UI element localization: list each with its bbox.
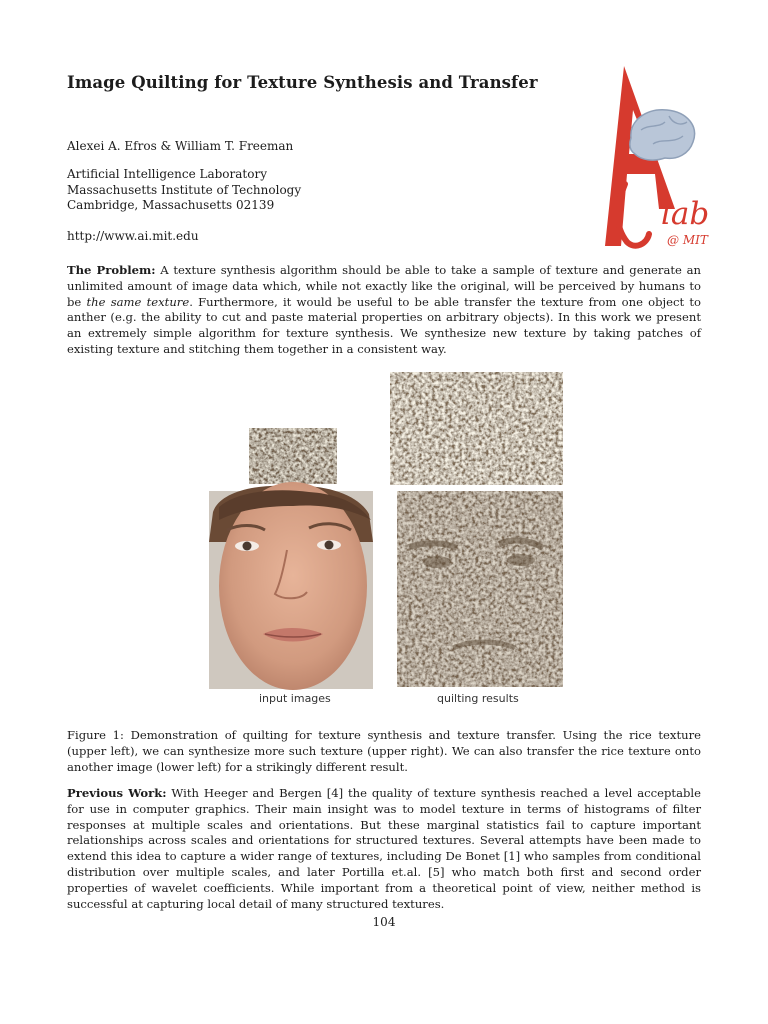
rice-texture-synthesized [390, 372, 563, 485]
face-photo [209, 482, 373, 690]
problem-emphasis: the same texture [86, 294, 190, 309]
problem-text-2: . Furthermore, it would be useful to be able transfer the texture from one object to anther (e.g. the ability to cut and paste material properties on arbitrary objects). In this work we present an extremely simple algorithm for texture synthesis. We synthesize new texture by taking patches of existing texture and stitching them together in a consistent way. [67, 294, 701, 356]
logo-lab-text: lab [661, 196, 710, 232]
problem-heading: The Problem: [67, 263, 156, 277]
logo-mit-text: @ MIT [667, 233, 708, 247]
quilting-results-label: quilting results [437, 692, 519, 705]
rice-texture-sample [249, 428, 337, 484]
affiliation [67, 167, 301, 214]
figure-caption: Figure 1: Demonstration of quilting for texture synthesis and texture transfer. Using the rice texture (upper left), we can synthesize more such texture (upper right). We can also transfer the rice texture onto another image (lower left) for a strikingly different result. [67, 728, 701, 774]
previous-work-paragraph [67, 786, 701, 912]
figure-1 [209, 372, 565, 708]
paper-title: Image Quilting for Texture Synthesis and Transfer [67, 73, 538, 92]
input-images-label: input images [259, 692, 331, 705]
page-number: 104 [372, 915, 396, 929]
previous-text: With Heeger and Bergen [4] the quality of texture synthesis reached a level acceptable for use in computer graphics. Their main insight was to model texture in terms of histograms of filter responses at multiple scales and orientations. But these marginal statistics fail to capture important relationships across scales and orientations for structured textures. Several attempts have been made to extend this idea to capture a wider range of textures, including De Bonet [1] who samples from conditional distribution over multiple scales, and later Portilla et.al. [5] who match both first and second order properties of wavelet coefficients. While important from a theoretical point of view, neither method is successful at capturing local detail of many structured textures. [67, 786, 701, 911]
lab-url: http://www.ai.mit.edu [67, 229, 199, 243]
ai-lab-logo-icon [595, 64, 715, 254]
previous-heading: Previous Work: [67, 786, 167, 800]
affiliation-line: Massachusetts Institute of Technology [67, 182, 302, 197]
affiliation-line: Cambridge, Massachusetts 02139 [67, 198, 275, 212]
problem-text-1: A texture synthesis algorithm should be able to take a sample of texture and generate an unlimited amount of image data which, while not exactly like the original, will be perceived by humans to be [67, 263, 701, 309]
affiliation-line: Artificial Intelligence Laboratory [67, 167, 267, 181]
rice-transfer-face [397, 491, 563, 687]
figure-panels [209, 372, 565, 708]
authors: Alexei A. Efros & William T. Freeman [67, 139, 294, 153]
problem-paragraph [67, 263, 701, 358]
